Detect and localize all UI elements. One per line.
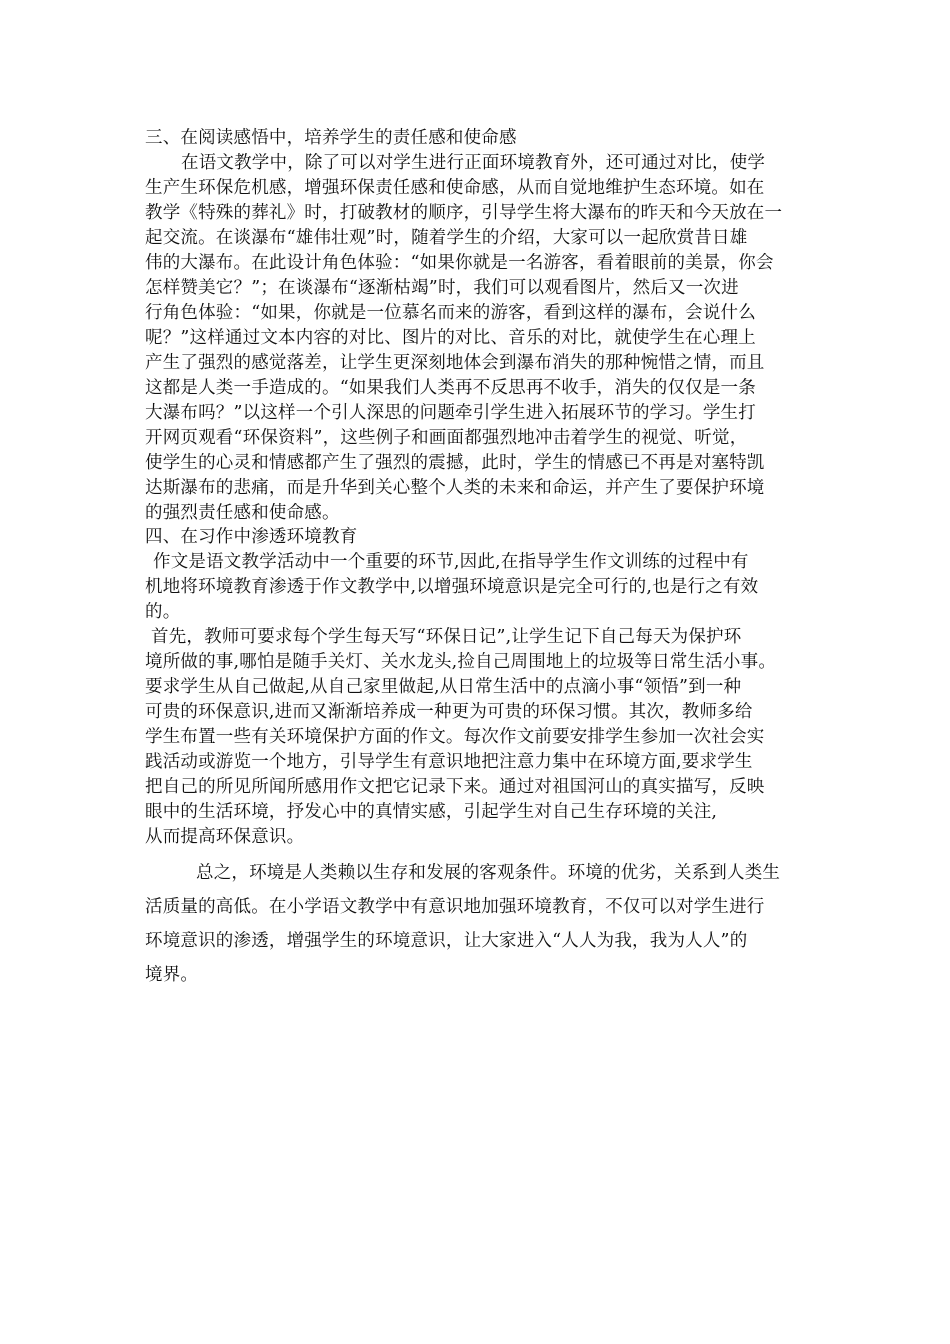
section-4-line: 学生布置一些有关环境保护方面的作文。每次作文前要安排学生参加一次社会实: [145, 727, 765, 747]
section-3-line: 达斯瀑布的悲痛，而是升华到关心整个人类的未来和命运，并产生了要保护环境: [145, 478, 765, 498]
section-4-line: 可贵的环保意识,进而又渐渐培养成一种更为可贵的环保习惯。其次，教师多给: [145, 702, 753, 722]
section-4-line: 首先，教师可要求每个学生每天写“环保日记”,让学生记下自己每天为保护环: [151, 627, 742, 647]
section-4-line: 的。: [145, 602, 181, 622]
section-4-line: 践活动或游览一个地方，引导学生有意识地把注意力集中在环境方面,要求学生: [145, 752, 753, 772]
section-4-line: 作文是语文教学活动中一个重要的环节,因此,在指导学生作文训练的过程中有: [153, 552, 749, 572]
section-3-line: 产生了强烈的感觉落差，让学生更深刻地体会到瀑布消失的那种惋惜之情，而且: [145, 353, 765, 373]
section-3-line: 的强烈责任感和使命感。: [145, 503, 340, 523]
section-3-heading: 三、在阅读感悟中，培养学生的责任感和使命感: [145, 128, 517, 148]
section-4-line: 眼中的生活环境，抒发心中的真情实感，引起学生对自己生存环境的关注,: [145, 802, 718, 822]
section-3-line: 生产生环保危机感，增强环保责任感和使命感，从而自觉地维护生态环境。如在: [145, 178, 765, 198]
section-3-line: 行角色体验：“如果，你就是一位慕名而来的游客，看到这样的瀑布，会说什么: [145, 303, 756, 323]
section-4-line: 机地将环境教育渗透于作文教学中,以增强环境意识是完全可行的,也是行之有效: [145, 577, 759, 597]
section-3-line: 伟的大瀑布。在此设计角色体验：“如果你就是一名游客，看着眼前的美景，你会: [145, 253, 774, 273]
conclusion-line: 活质量的高低。在小学语文教学中有意识地加强环境教育，不仅可以对学生进行: [145, 897, 765, 917]
section-3-line: 开网页观看“环保资料”，这些例子和画面都强烈地冲击着学生的视觉、听觉，: [145, 428, 748, 448]
section-3-line: 使学生的心灵和情感都产生了强烈的震撼，此时，学生的情感已不再是对塞特凯: [145, 453, 765, 473]
section-3-line: 这都是人类一手造成的。“如果我们人类再不反思再不收手，消失的仅仅是一条: [145, 378, 756, 398]
conclusion-line: 总之，环境是人类赖以生存和发展的客观条件。环境的优劣，关系到人类生: [196, 863, 781, 883]
section-4-line: 把自己的所见所闻所感用作文把它记录下来。通过对祖国河山的真实描写，反映: [145, 777, 765, 797]
section-4-heading: 四、在习作中渗透环境教育: [145, 527, 358, 547]
conclusion-line: 境界。: [145, 965, 199, 985]
section-4-line: 要求学生从自己做起,从自己家里做起,从日常生活中的点滴小事“领悟”到一种: [145, 677, 742, 697]
section-3-line: 大瀑布吗？”以这样一个引人深思的问题牵引学生进入拓展环节的学习。学生打: [145, 403, 756, 423]
section-3-line: 起交流。在谈瀑布“雄伟壮观”时，随着学生的介绍，大家可以一起欣赏昔日雄: [145, 228, 748, 248]
section-4-line: 从而提高环保意识。: [145, 827, 305, 847]
section-3-line: 呢？”这样通过文本内容的对比、图片的对比、音乐的对比，就使学生在心理上: [145, 328, 756, 348]
section-3-line: 教学《特殊的葬礼》时，打破教材的顺序，引导学生将大瀑布的昨天和今天放在一: [145, 203, 783, 223]
section-3-line: 怎样赞美它？”；在谈瀑布“逐渐枯竭”时，我们可以观看图片，然后又一次进: [145, 278, 739, 298]
section-3-line: 在语文教学中，除了可以对学生进行正面环境教育外，还可通过对比，使学: [181, 153, 766, 173]
section-4-line: 境所做的事,哪怕是随手关灯、关水龙头,捡自己周围地上的垃圾等日常生活小事。: [145, 652, 777, 672]
conclusion-line: 环境意识的渗透，增强学生的环境意识，让大家进入“人人为我，我为人人”的: [145, 931, 748, 951]
